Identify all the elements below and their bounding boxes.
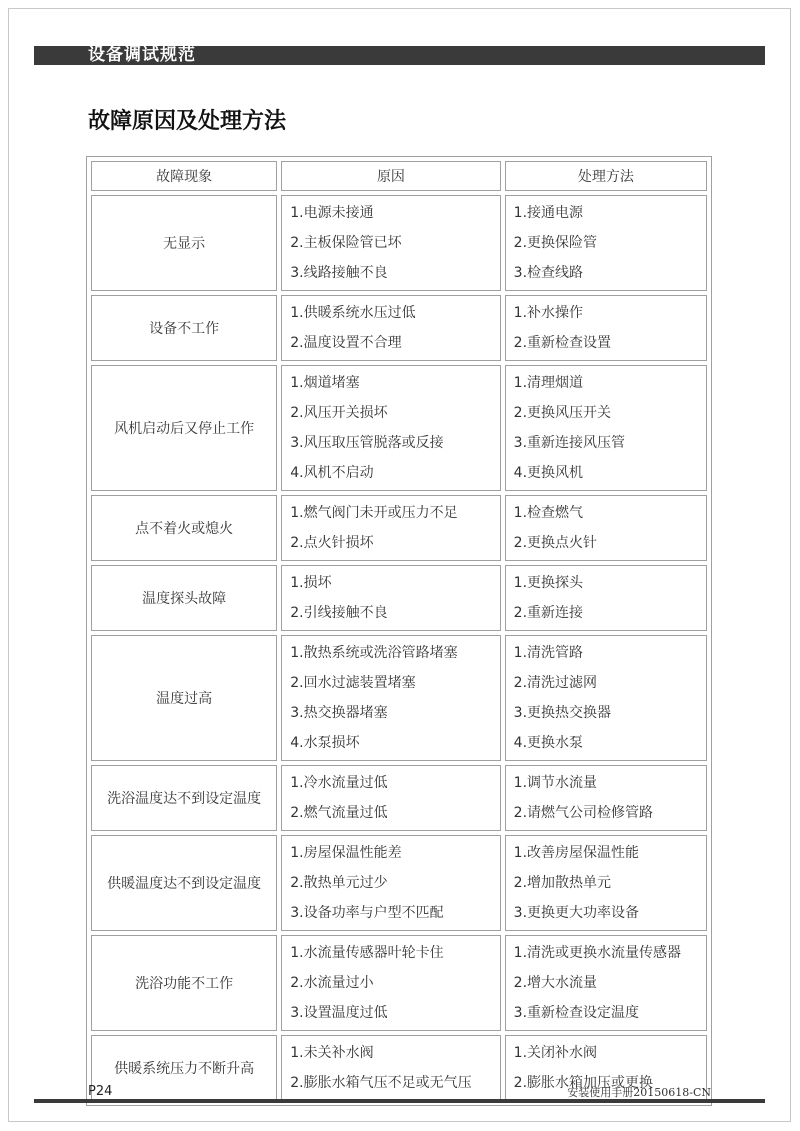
symptom-cell: 洗浴功能不工作: [91, 935, 277, 1031]
solution-item: 2.重新连接: [513, 605, 584, 621]
cause-item: 1.水流量传感器叶轮卡住: [290, 945, 444, 961]
cause-item: 2.回水过滤装置堵塞: [290, 675, 416, 691]
solution-item: 2.请燃气公司检修管路: [513, 805, 654, 821]
table-row: [91, 635, 707, 761]
cause-cell: [281, 365, 500, 491]
table-row: [91, 195, 707, 291]
solution-cell: [505, 565, 707, 631]
table-row: [91, 935, 707, 1031]
fault-table: [86, 156, 712, 1106]
solution-item: 2.更换保险管: [513, 235, 598, 251]
cause-item: 1.供暖系统水压过低: [290, 305, 416, 321]
solution-cell: [505, 935, 707, 1031]
cause-item: 3.热交换器堵塞: [290, 705, 388, 721]
cause-item: 2.点火针损坏: [290, 535, 374, 551]
symptom-cell: 无显示: [91, 195, 277, 291]
section-title: 故障原因及处理方法: [88, 108, 287, 134]
solution-item: 2.增大水流量: [513, 975, 598, 991]
cause-cell: [281, 935, 500, 1031]
cause-item: 1.电源未接通: [290, 205, 374, 221]
cause-item: 1.房屋保温性能差: [290, 845, 402, 861]
solution-item: 3.重新连接风压管: [513, 435, 626, 451]
cause-cell: [281, 835, 500, 931]
solution-item: 1.补水操作: [513, 305, 584, 321]
solution-item: 1.清洗或更换水流量传感器: [513, 945, 682, 961]
solution-item: 1.调节水流量: [513, 775, 598, 791]
cause-cell: [281, 195, 500, 291]
cause-item: 2.膨胀水箱气压不足或无气压: [290, 1075, 472, 1091]
table-row: [91, 835, 707, 931]
solution-item: 2.膨胀水箱加压或更换: [513, 1075, 654, 1091]
symptom-cell: 洗浴温度达不到设定温度: [91, 765, 277, 831]
symptom-cell: 供暖系统压力不断升高: [91, 1035, 277, 1101]
table-row: [91, 365, 707, 491]
column-header-symptom: 故障现象: [91, 161, 277, 191]
solution-item: 4.更换风机: [513, 465, 584, 481]
solution-item: 2.增加散热单元: [513, 875, 612, 891]
solution-cell: [505, 765, 707, 831]
solution-item: 2.更换点火针: [513, 535, 598, 551]
cause-cell: [281, 295, 500, 361]
cause-item: 1.冷水流量过低: [290, 775, 388, 791]
symptom-cell: 温度过高: [91, 635, 277, 761]
symptom-cell: 风机启动后又停止工作: [91, 365, 277, 491]
header-title: 设备调试规范: [88, 45, 196, 65]
cause-item: 3.设备功率与户型不匹配: [290, 905, 444, 921]
solution-item: 3.重新检查设定温度: [513, 1005, 640, 1021]
cause-item: 2.引线接触不良: [290, 605, 388, 621]
solution-item: 3.检查线路: [513, 265, 584, 281]
symptom-cell: 设备不工作: [91, 295, 277, 361]
solution-item: 2.更换风压开关: [513, 405, 612, 421]
cause-item: 2.主板保险管已坏: [290, 235, 402, 251]
solution-item: 3.更换更大功率设备: [513, 905, 640, 921]
cause-item: 4.水泵损坏: [290, 735, 360, 751]
table-row: [91, 295, 707, 361]
table-row: [91, 495, 707, 561]
column-header-solution: 处理方法: [505, 161, 707, 191]
solution-item: 4.更换水泵: [513, 735, 584, 751]
cause-cell: [281, 1035, 500, 1101]
column-header-cause: 原因: [281, 161, 500, 191]
cause-item: 3.线路接触不良: [290, 265, 388, 281]
solution-item: 2.清洗过滤网: [513, 675, 598, 691]
solution-item: 3.更换热交换器: [513, 705, 612, 721]
solution-item: 1.清洗管路: [513, 645, 584, 661]
cause-item: 1.损坏: [290, 575, 332, 591]
cause-item: 2.水流量过小: [290, 975, 374, 991]
cause-item: 2.温度设置不合理: [290, 335, 402, 351]
solution-cell: [505, 195, 707, 291]
solution-cell: [505, 495, 707, 561]
cause-item: 1.未关补水阀: [290, 1045, 374, 1061]
footer-bar: [34, 1099, 765, 1103]
solution-item: 1.清理烟道: [513, 375, 584, 391]
symptom-cell: 点不着火或熄火: [91, 495, 277, 561]
cause-item: 1.烟道堵塞: [290, 375, 360, 391]
solution-item: 1.更换探头: [513, 575, 584, 591]
cause-item: 2.风压开关损坏: [290, 405, 388, 421]
solution-item: 1.关闭补水阀: [513, 1045, 598, 1061]
cause-cell: [281, 765, 500, 831]
cause-item: 1.燃气阀门未开或压力不足: [290, 505, 458, 521]
cause-item: 1.散热系统或洗浴管路堵塞: [290, 645, 458, 661]
cause-item: 3.风压取压管脱落或反接: [290, 435, 444, 451]
solution-item: 1.接通电源: [513, 205, 584, 221]
solution-item: 1.改善房屋保温性能: [513, 845, 640, 861]
page-number: P24: [88, 1084, 113, 1099]
solution-cell: [505, 365, 707, 491]
symptom-cell: 温度探头故障: [91, 565, 277, 631]
cause-cell: [281, 565, 500, 631]
table-row: [91, 765, 707, 831]
cause-cell: [281, 495, 500, 561]
cause-item: 2.燃气流量过低: [290, 805, 388, 821]
solution-cell: [505, 835, 707, 931]
fault-table-wrap: [86, 156, 712, 1106]
cause-cell: [281, 635, 500, 761]
cause-item: 4.风机不启动: [290, 465, 374, 481]
table-row: [91, 565, 707, 631]
symptom-cell: 供暖温度达不到设定温度: [91, 835, 277, 931]
solution-cell: [505, 635, 707, 761]
document-id: 安装使用手册20150618-CN: [567, 1086, 711, 1099]
solution-item: 2.重新检查设置: [513, 335, 612, 351]
solution-cell: [505, 295, 707, 361]
cause-item: 2.散热单元过少: [290, 875, 388, 891]
table-header-row: [91, 161, 707, 191]
solution-item: 1.检查燃气: [513, 505, 584, 521]
cause-item: 3.设置温度过低: [290, 1005, 388, 1021]
